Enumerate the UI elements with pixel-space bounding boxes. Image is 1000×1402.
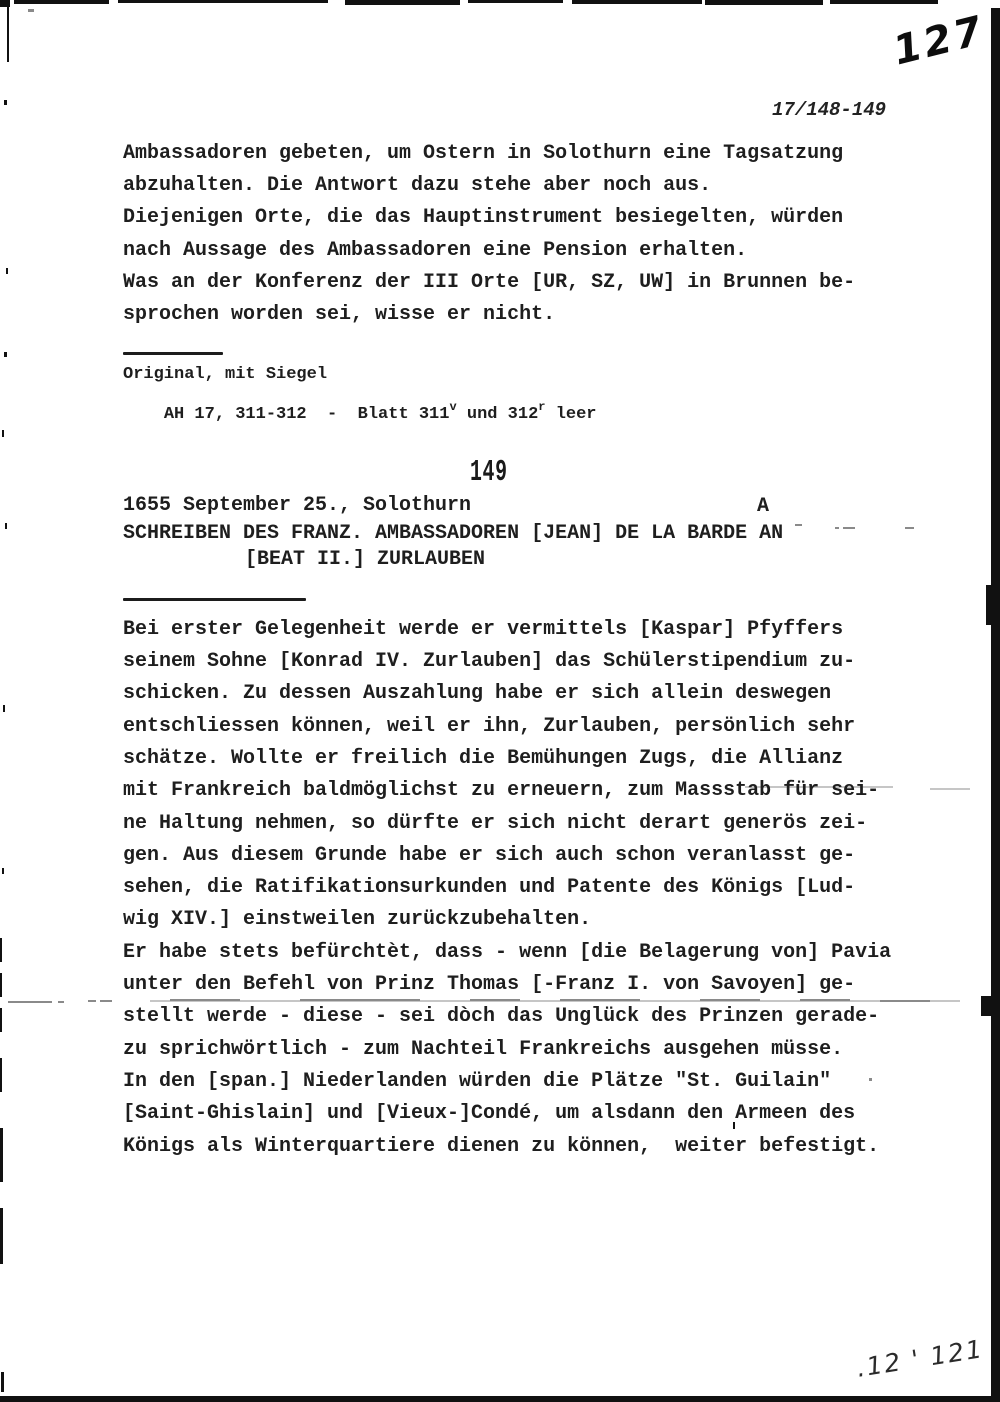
body-line: gen. Aus diesem Grunde habe er sich auch schon veranlasst ge-	[123, 844, 856, 867]
body-line: entschliessen können, weil er ihn, Zurlauben, persönlich sehr	[123, 715, 856, 738]
scan-artifact	[705, 0, 823, 5]
scan-artifact	[0, 1058, 2, 1092]
fold-line	[100, 1000, 112, 1002]
source-note-text: leer	[545, 405, 597, 424]
scan-artifact	[2, 868, 4, 874]
body-line: Bei erster Gelegenheit werde er vermittels [Kaspar] Pfyffers	[123, 618, 844, 641]
entry-title-line: SCHREIBEN DES FRANZ. AMBASSADOREN [JEAN] DE LA BARDE AN	[123, 522, 784, 545]
entry-letter-mark: A	[757, 495, 770, 518]
scan-artifact	[795, 524, 802, 526]
folio-reference: 17/148-149	[772, 99, 887, 121]
fold-line	[700, 999, 760, 1001]
source-note-line	[123, 389, 597, 441]
scan-artifact	[345, 0, 460, 5]
scan-artifact	[835, 527, 839, 529]
scan-artifact	[6, 268, 8, 274]
scan-artifact	[1, 1372, 4, 1392]
handwritten-note: .12 ' 121	[854, 1334, 986, 1383]
entry-number: 149	[470, 455, 508, 490]
scan-artifact	[7, 0, 9, 62]
section-divider	[123, 598, 306, 601]
scan-artifact	[930, 788, 970, 790]
body-line: seinem Sohne [Konrad IV. Zurlauben] das Schülerstipendium zu-	[123, 650, 856, 673]
body-line: mit Frankreich baldmöglichst zu erneuern, zum Massstab für sei-	[123, 779, 880, 802]
scan-artifact	[905, 527, 914, 529]
scan-artifact	[0, 1396, 1000, 1402]
scan-artifact	[0, 938, 2, 962]
scan-artifact	[4, 352, 7, 357]
paragraph-line: Ambassadoren gebeten, um Ostern in Solothurn eine Tagsatzung	[123, 142, 844, 165]
paragraph-line: Diejenigen Orte, die das Hauptinstrument besiegelten, würden	[123, 206, 844, 229]
fold-line	[470, 999, 520, 1001]
source-note-text: und 312	[456, 405, 539, 424]
scan-artifact	[118, 0, 328, 3]
scan-artifact	[4, 100, 7, 105]
body-line: zu sprichwörtlich - zum Nachteil Frankreichs ausgehen müsse.	[123, 1038, 844, 1061]
body-line: Königs als Winterquartiere dienen zu können, weiter befestigt.	[123, 1135, 880, 1158]
scan-artifact	[869, 1078, 872, 1081]
scan-artifact	[843, 527, 855, 529]
scan-artifact	[14, 0, 109, 4]
scan-artifact	[981, 996, 1000, 1016]
body-line: wig XIV.] einstweilen zurückzubehalten.	[123, 908, 592, 931]
fold-line	[170, 999, 240, 1001]
handwritten-page-number: 127	[888, 7, 990, 75]
scan-artifact	[986, 585, 1000, 625]
scan-artifact	[830, 0, 938, 4]
body-line: stellt werde - diese - sei dòch das Unglück des Prinzen gerade-	[123, 1005, 880, 1028]
body-line: schicken. Zu dessen Auszahlung habe er sich allein deswegen	[123, 682, 832, 705]
fold-line	[880, 1000, 930, 1002]
fold-line	[58, 1001, 64, 1003]
paragraph-line: abzuhalten. Die Antwort dazu stehe aber noch aus.	[123, 174, 712, 197]
fold-line	[88, 1000, 96, 1002]
entry-date-line: 1655 September 25., Solothurn	[123, 494, 472, 517]
body-line: In den [span.] Niederlanden würden die Plätze "St. Guilain"	[123, 1070, 832, 1093]
scan-artifact	[572, 0, 702, 4]
body-line: unter den Befehl von Prinz Thomas [-Franz I. von Savoyen] ge-	[123, 973, 856, 996]
scan-artifact	[0, 1208, 3, 1264]
scan-artifact	[0, 1128, 3, 1182]
section-divider	[123, 352, 223, 355]
scan-artifact	[5, 523, 7, 529]
scan-artifact	[2, 430, 4, 437]
source-note-text: AH 17, 311-312 - Blatt 311	[163, 405, 450, 424]
scan-artifact	[991, 8, 1000, 1402]
fold-line	[8, 1001, 52, 1003]
fold-line	[800, 999, 850, 1001]
source-note-line: Original, mit Siegel	[123, 365, 328, 384]
paragraph-line: sprochen worden sei, wisse er nicht.	[123, 303, 556, 326]
body-line: schätze. Wollte er freilich die Bemühungen Zugs, die Allianz	[123, 747, 844, 770]
folio-superscript: r	[538, 400, 546, 414]
body-line: ne Haltung nehmen, so dürfte er sich nicht derart generös zei-	[123, 812, 868, 835]
body-line: sehen, die Ratifikationsurkunden und Patente des Königs [Lud-	[123, 876, 856, 899]
paragraph-line: Was an der Konferenz der III Orte [UR, SZ, UW] in Brunnen be-	[123, 271, 856, 294]
scan-artifact	[3, 705, 5, 712]
scan-artifact	[468, 0, 563, 3]
body-line: Er habe stets befürchtèt, dass - wenn [die Belagerung von] Pavia	[123, 941, 892, 964]
folio-superscript: v	[449, 400, 457, 414]
paragraph-line: nach Aussage des Ambassadoren eine Pension erhalten.	[123, 239, 748, 262]
fold-line	[300, 999, 420, 1001]
entry-title-line: [BEAT II.] ZURLAUBEN	[245, 548, 486, 571]
scan-artifact	[0, 973, 2, 997]
body-line: [Saint-Ghislain] und [Vieux-]Condé, um alsdann den Armeen des	[123, 1102, 856, 1125]
scan-artifact	[0, 1008, 2, 1032]
fold-line	[560, 999, 640, 1001]
scan-artifact	[28, 9, 34, 12]
